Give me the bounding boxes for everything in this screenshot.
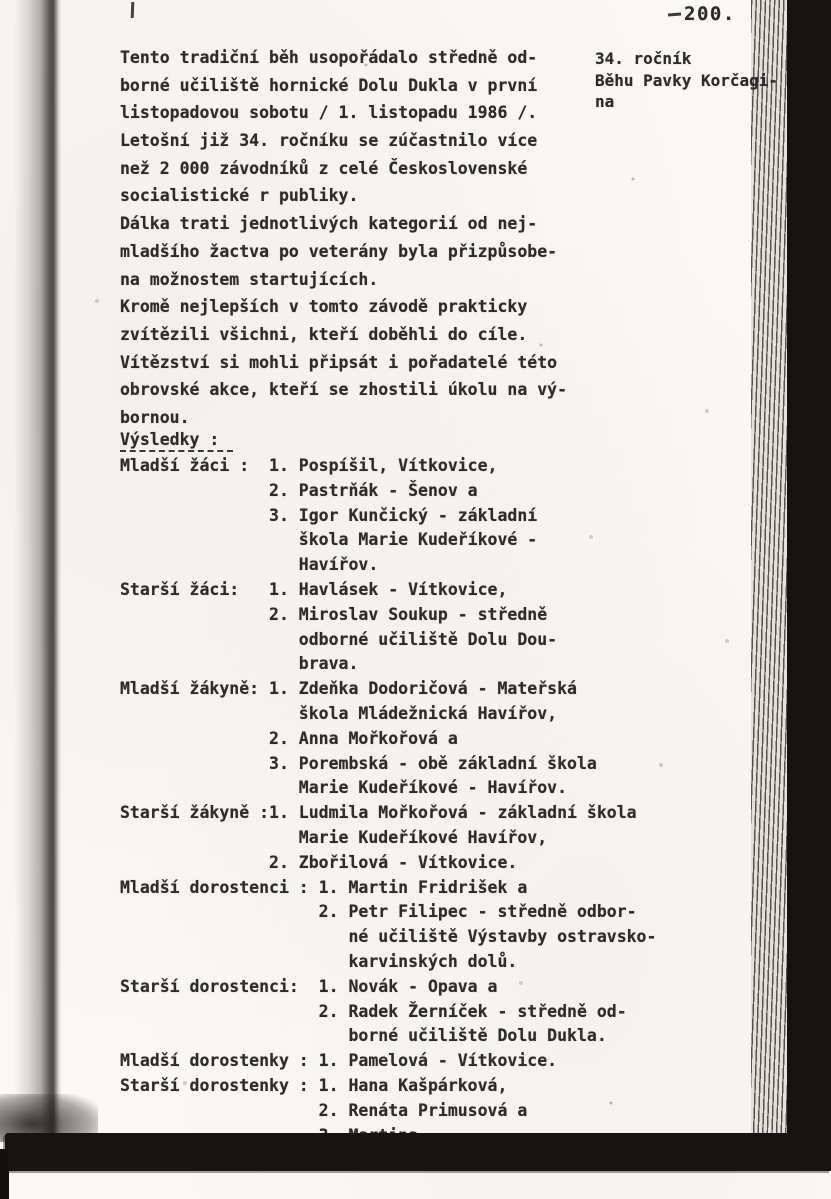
scan-noise-speckles bbox=[0, 0, 2, 2]
result-line: brava. bbox=[120, 654, 359, 674]
text-line: borné učiliště hornické Dolu Dukla v první bbox=[120, 75, 538, 95]
result-line: Mladší dorostenci : 1. Martin Fridrišek a bbox=[120, 877, 528, 897]
text-line: než 2 000 závodníků z celé Československé bbox=[120, 158, 528, 178]
result-line: 3. Igor Kunčický - základní bbox=[120, 505, 538, 525]
result-line: Starší žákyně :1. Ludmila Mořkořová - základní škola bbox=[120, 803, 637, 823]
text-line: zvítězili všichni, kteří doběhli do cíle. bbox=[120, 324, 528, 344]
result-line: odborné učiliště Dolu Dou- bbox=[120, 629, 558, 649]
result-line: Mladší žákyně: 1. Zdeňka Dodoričová - Mateřská bbox=[120, 679, 577, 699]
result-line: Mladší žáci : 1. Pospíšil, Vítkovice, bbox=[120, 456, 498, 475]
text-line: Dálka trati jednotlivých kategorií od nej- bbox=[120, 214, 538, 234]
results-list bbox=[120, 454, 656, 1148]
result-line: 2. Pastrňák - Šenov a bbox=[120, 480, 478, 500]
result-line: 3. Porembská - obě základní škola bbox=[120, 753, 597, 773]
bottom-scan-border bbox=[5, 1133, 831, 1171]
margin-note-line: Běhu Pavky Korčagi- bbox=[595, 70, 779, 90]
text-line: na možnostem startujících. bbox=[120, 269, 379, 289]
text-line: listopadovou sobotu / 1. listopadu 1986 /. bbox=[120, 103, 538, 123]
result-line: Starší dorostenci: 1. Novák - Opava a bbox=[120, 976, 498, 996]
result-line: Marie Kudeříkové - Havířov. bbox=[120, 778, 568, 798]
result-line: Starší dorostenky : 1. Hana Kašpárková, bbox=[120, 1075, 508, 1095]
result-line: škola Marie Kudeříkové - bbox=[120, 530, 538, 550]
result-line: 2. Petr Filipec - středně odbor- bbox=[120, 902, 637, 922]
text-line: mladšího žactva po veterány byla přizpůsobe- bbox=[120, 241, 558, 261]
page-number: 200. bbox=[684, 3, 736, 25]
stray-tick-mark bbox=[131, 2, 134, 18]
result-line: Marie Kudeříkové Havířov, bbox=[120, 827, 548, 847]
text-line: Letošní již 34. ročníku se zúčastnilo více bbox=[120, 131, 538, 151]
margin-note bbox=[595, 48, 778, 113]
result-line: 2. Radek Žerníček - středně od- bbox=[120, 1001, 627, 1021]
right-scan-border bbox=[787, 0, 831, 1153]
right-page-curl-streaks bbox=[751, 0, 789, 1146]
text-line: Vítězství si mohli připsát i pořadatelé této bbox=[120, 352, 558, 372]
result-line: Havířov. bbox=[120, 555, 379, 575]
margin-note-line: na bbox=[595, 92, 615, 111]
result-line: škola Mládežnická Havířov, bbox=[120, 703, 558, 723]
results-heading bbox=[120, 430, 233, 452]
intro-paragraphs bbox=[120, 44, 567, 432]
result-line: 2. Renáta Primusová a bbox=[120, 1100, 528, 1120]
text-line: socialistické r publiky. bbox=[120, 186, 359, 206]
text-line: obrovské akce, kteří se zhostili úkolu na vý- bbox=[120, 380, 568, 400]
result-line: né učiliště Výstavby ostravsko- bbox=[120, 927, 657, 947]
text-line: Kromě nejlepších v tomto závodě prakticky bbox=[120, 297, 528, 317]
stray-dash-mark bbox=[668, 13, 681, 16]
result-line: borné učiliště Dolu Dukla. bbox=[120, 1026, 607, 1046]
result-line: Mladší dorostenky : 1. Pamelová - Vítkovice. bbox=[120, 1051, 558, 1071]
left-edge-scan-shadow bbox=[14, 0, 62, 1138]
text-line: Tento tradiční běh usopořádalo středně od- bbox=[120, 48, 538, 67]
text-line: bornou. bbox=[120, 407, 190, 427]
result-line: 2. Anna Mořkořová a bbox=[120, 728, 458, 748]
result-line: 2. Zbořilová - Vítkovice. bbox=[120, 852, 518, 872]
result-line: karvinských dolů. bbox=[120, 951, 518, 971]
result-line: Starší žáci: 1. Havlásek - Vítkovice, bbox=[120, 579, 508, 599]
result-line: 2. Miroslav Soukup - středně bbox=[120, 604, 548, 624]
bottom-left-edge-bar bbox=[0, 1149, 9, 1199]
margin-note-line: 34. ročník bbox=[595, 49, 692, 68]
results-heading-text: Výsledky : bbox=[120, 430, 233, 452]
